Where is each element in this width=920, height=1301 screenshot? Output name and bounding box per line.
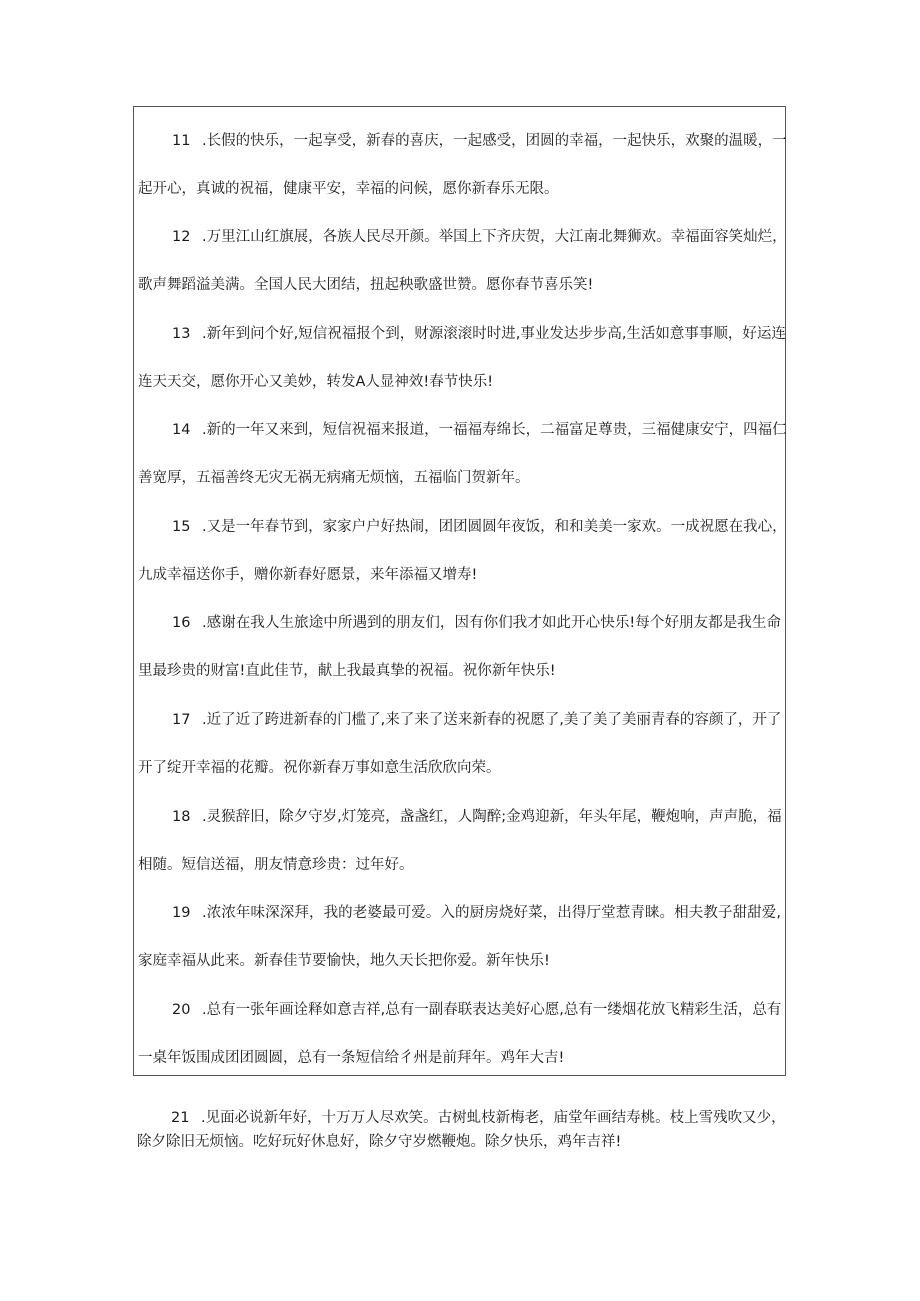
entry-line-1	[172, 710, 781, 730]
entry-number: 15	[172, 519, 191, 535]
bordered-text-box	[133, 106, 786, 1076]
entry-number: 12	[172, 229, 191, 245]
entry-number: 19	[172, 905, 191, 921]
entry-text-line2: 开了绽开幸福的花瓣。祝你新春万事如意生活欣欣向荣。	[138, 760, 501, 776]
entry-text-line1: .近了近了跨进新春的门槛了,来了来了送来新春的祝愿了,美了美了美丽青春的容颜了，开了	[202, 712, 782, 728]
entry-text-line2: 起开心，真诚的祝福，健康平安，幸福的问候，愿你新春乐无限。	[138, 181, 559, 197]
entry-line-1	[172, 903, 781, 923]
entry-number: 20	[172, 1002, 191, 1018]
entry-text-line1: .浓浓年味深深拜，我的老婆最可爱。入的厨房烧好菜，出得厅堂惹青睐。相夫教子甜甜爱,	[202, 905, 781, 921]
entry-line-1	[172, 807, 781, 827]
entry-line-1	[172, 420, 787, 440]
entry-line-1	[172, 324, 786, 344]
entry-text-line2: 善宽厚，五福善终无灾无祸无病痛无烦恼，五福临门贺新年。	[138, 470, 530, 486]
entry-line-1	[172, 227, 787, 247]
entry-text-line2: 一桌年饭围成团团圆圆，总有一条短信给彳州是前拜年。鸡年大吉!	[138, 1050, 565, 1066]
entry-text-line1: .灵猴辞旧，除夕守岁,灯笼亮，盏盏红，人陶醉;金鸡迎新，年头年尾，鞭炮响，声声脆，福	[202, 809, 782, 825]
entry-text-line1: .长假的快乐，一起享受，新春的喜庆，一起感受，团圆的幸福，一起快乐，欢聚的温暖，一	[202, 133, 787, 149]
entry-text-line1: .见面必说新年好，十万万人尽欢笑。古树虬枝新梅老，庙堂年画结寿桃。枝上雪残吹又少，	[201, 1110, 786, 1126]
entry-number: 16	[172, 615, 191, 631]
entry-text-line2: 九成幸福送你手，赠你新春好愿景，来年添福又增寿!	[138, 567, 478, 583]
entry-text-line2: 相随。短信送福，朋友情意珍贵：过年好。	[138, 857, 414, 873]
entry-number: 21	[171, 1110, 190, 1126]
entry-text-line2: 里最珍贵的财富!直此佳节，献上我最真挚的祝福。祝你新年快乐!	[138, 663, 556, 679]
entry-text-line2: 除夕除旧无烦恼。吃好玩好休息好，除夕守岁燃鞭炮。除夕快乐，鸡年吉祥!	[137, 1134, 622, 1150]
entry-text-line1: .新年到问个好,短信祝福报个到，财源滚滚时时进,事业发达步步高,生活如意事事顺，好运连	[202, 326, 786, 342]
entry-text-line2: 连天天交，愿你开心又美妙，转发A人显神效!春节快乐!	[138, 374, 494, 390]
entry-line-1	[172, 1000, 781, 1020]
entry-text-line1: .又是一年春节到，家家户户好热闹，团团圆圆年夜饭，和和美美一家欢。一成祝愿在我心，	[202, 519, 787, 535]
entry-text-line2: 歌声舞蹈溢美满。全国人民大团结，扭起秧歌盛世赞。愿你春节喜乐笑!	[138, 277, 594, 293]
entry-number: 17	[172, 712, 191, 728]
entry-text-line2: 家庭幸福从此来。新春佳节要愉快，地久天长把你爱。新年快乐!	[138, 953, 550, 969]
entry-text-line1: .总有一张年画诠释如意吉祥,总有一副春联表达美好心愿,总有一缕烟花放飞精彩生活，总有	[202, 1002, 782, 1018]
entry-number: 13	[172, 326, 191, 342]
entry-line-1	[172, 131, 787, 151]
entry-number: 14	[172, 422, 191, 438]
entry-text-line1: .新的一年又来到，短信祝福来报道，一福福寿绵长，二福富足尊贵，三福健康安宁，四福仁	[202, 422, 787, 438]
entry-line-1	[171, 1108, 785, 1128]
entry-line-1	[172, 517, 787, 537]
entry-text-line1: .万里江山红旗展，各族人民尽开颜。举国上下齐庆贺，大江南北舞狮欢。幸福面容笑灿烂，	[202, 229, 787, 245]
entry-text-line1: .感谢在我人生旅途中所遇到的朋友们，因有你们我才如此开心快乐!每个好朋友都是我生命	[202, 615, 781, 631]
entry-number: 18	[172, 809, 191, 825]
entry-line-1	[172, 613, 781, 633]
entry-number: 11	[172, 133, 191, 149]
